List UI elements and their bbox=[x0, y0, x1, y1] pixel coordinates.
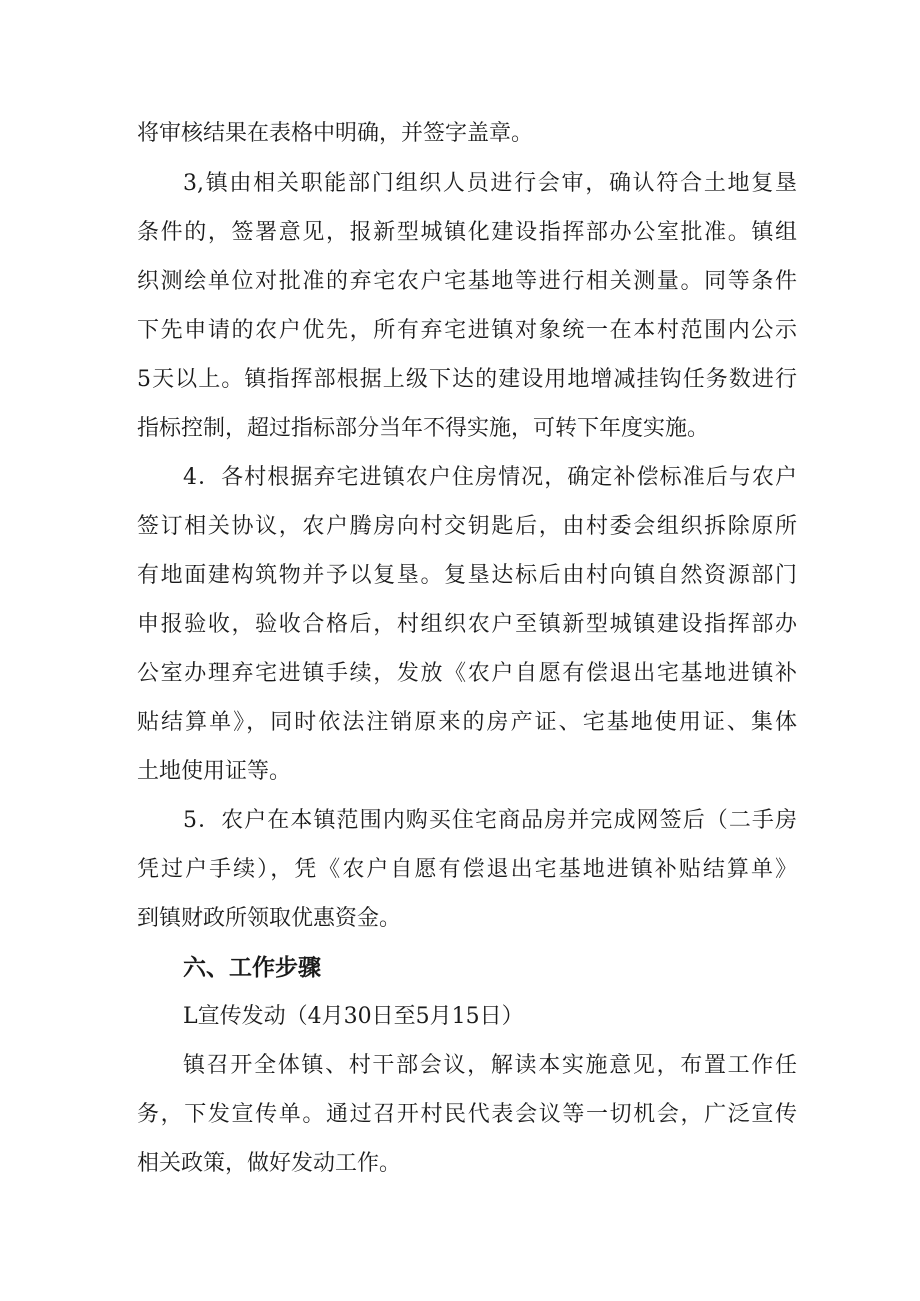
paragraph-line: 申报验收，验收合格后，村组织农户至镇新型城镇建设指挥部办 bbox=[137, 612, 797, 637]
paragraph-line: 土地使用证等。 bbox=[137, 759, 292, 784]
paragraph-line: 4．各村根据弃宅进镇农户住房情况，确定补偿标准后与农户 bbox=[183, 465, 797, 490]
step-title: L宣传发动（4月30日至5月15日） bbox=[183, 1004, 524, 1029]
paragraph-line: 条件的，签署意见，报新型城镇化建设指挥部办公室批准。镇组 bbox=[137, 220, 797, 245]
paragraph-line: 公室办理弃宅进镇手续，发放《农户自愿有偿退出宅基地进镇补 bbox=[137, 661, 797, 686]
paragraph-line: 凭过户手续），凭《农户自愿有偿退出宅基地进镇补贴结算单》 bbox=[137, 857, 797, 882]
section-heading: 六、工作步骤 bbox=[183, 955, 321, 981]
paragraph-line: 指标控制，超过指标部分当年不得实施，可转下年度实施。 bbox=[137, 416, 710, 441]
paragraph-line: 相关政策，做好发动工作。 bbox=[137, 1151, 402, 1176]
paragraph-line: 3,镇由相关职能部门组织人员进行会审，确认符合土地复垦 bbox=[183, 171, 797, 196]
paragraph-line: 织测绘单位对批准的弃宅农户宅基地等进行相关测量。同等条件 bbox=[137, 269, 797, 294]
paragraph-line: 签订相关协议，农户腾房向村交钥匙后，由村委会组织拆除原所 bbox=[137, 514, 797, 539]
paragraph-line: 务，下发宣传单。通过召开村民代表会议等一切机会，广泛宣传 bbox=[137, 1102, 797, 1127]
paragraph-line: 有地面建构筑物并予以复垦。复垦达标后由村向镇自然资源部门 bbox=[137, 563, 797, 588]
paragraph-line: 到镇财政所领取优惠资金。 bbox=[137, 906, 402, 931]
paragraph-line: 下先申请的农户优先，所有弃宅进镇对象统一在本村范围内公示 bbox=[137, 318, 797, 343]
paragraph-line: 5．农户在本镇范围内购买住宅商品房并完成网签后（二手房 bbox=[183, 808, 797, 833]
paragraph-line: 贴结算单》，同时依法注销原来的房产证、宅基地使用证、集体 bbox=[137, 710, 797, 735]
paragraph-line: 将审核结果在表格中明确，并签字盖章。 bbox=[137, 121, 534, 146]
paragraph-line: 5天以上。镇指挥部根据上级下达的建设用地增减挂钩任务数进行 bbox=[137, 367, 797, 392]
paragraph-line: 镇召开全体镇、村干部会议，解读本实施意见，布置工作任 bbox=[183, 1053, 797, 1078]
